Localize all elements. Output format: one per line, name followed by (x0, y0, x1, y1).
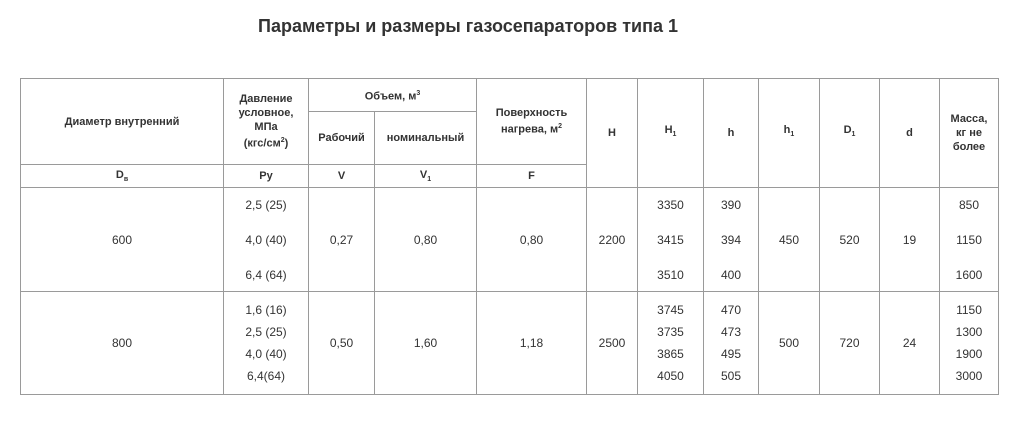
symbol-V: V (309, 165, 375, 188)
diameter-cell: 800 (21, 292, 224, 395)
header-volume-working: Рабочий (309, 112, 375, 165)
table-row (21, 188, 999, 292)
header-mass: Масса, кг не более (940, 79, 999, 188)
volume-working-cell: 0,27 (309, 188, 375, 292)
symbol-Py: Py (224, 165, 309, 188)
header-d: d (880, 79, 940, 188)
D1-cell: 520 (820, 188, 880, 292)
surface-cell: 0,80 (477, 188, 587, 292)
header-D1: $D_1$ (820, 79, 880, 188)
gas-separator-table (20, 78, 999, 395)
symbol-Dv: $D_в$ (21, 165, 224, 188)
pressure-cell: 2,5 (25) 4,0 (40) 6,4 (64) (224, 188, 309, 292)
header-volume: Объем, $м^3$ (309, 79, 477, 112)
header-volume-nominal: номинальный (375, 112, 477, 165)
volume-nominal-cell: 1,60 (375, 292, 477, 395)
header-H: H (587, 79, 638, 188)
header-h1: $h_1$ (759, 79, 820, 188)
H1-cell: 3350 3415 3510 (638, 188, 704, 292)
h1-cell: 500 (759, 292, 820, 395)
h-cell: 390 394 400 (704, 188, 759, 292)
header-surface: Поверхность нагрева, $м^2$ (477, 79, 587, 165)
pressure-cell: 1,6 (16) 2,5 (25) 4,0 (40) 6,4(64) (224, 292, 309, 395)
header-pressure: Давление условное, МПа $(кгс/см^2)$ (224, 79, 309, 165)
H-cell: 2200 (587, 188, 638, 292)
symbol-F: F (477, 165, 587, 188)
h-cell: 470 473 495 505 (704, 292, 759, 395)
surface-cell: 1,18 (477, 292, 587, 395)
H1-cell: 3745 3735 3865 4050 (638, 292, 704, 395)
page-title: Параметры и размеры газосепараторов типа 1 (258, 16, 679, 36)
symbol-V1: $V_1$ (375, 165, 477, 188)
D1-cell: 720 (820, 292, 880, 395)
d-cell: 19 (880, 188, 940, 292)
volume-nominal-cell: 0,80 (375, 188, 477, 292)
table-row (21, 292, 999, 395)
d-cell: 24 (880, 292, 940, 395)
header-h: h (704, 79, 759, 188)
h1-cell: 450 (759, 188, 820, 292)
mass-cell: 850 1150 1600 (940, 188, 999, 292)
volume-working-cell: 0,50 (309, 292, 375, 395)
diameter-cell: 600 (21, 188, 224, 292)
header-diameter: Диаметр внутренний (21, 79, 224, 165)
header-H1: $H_1$ (638, 79, 704, 188)
H-cell: 2500 (587, 292, 638, 395)
mass-cell: 1150 1300 1900 3000 (940, 292, 999, 395)
